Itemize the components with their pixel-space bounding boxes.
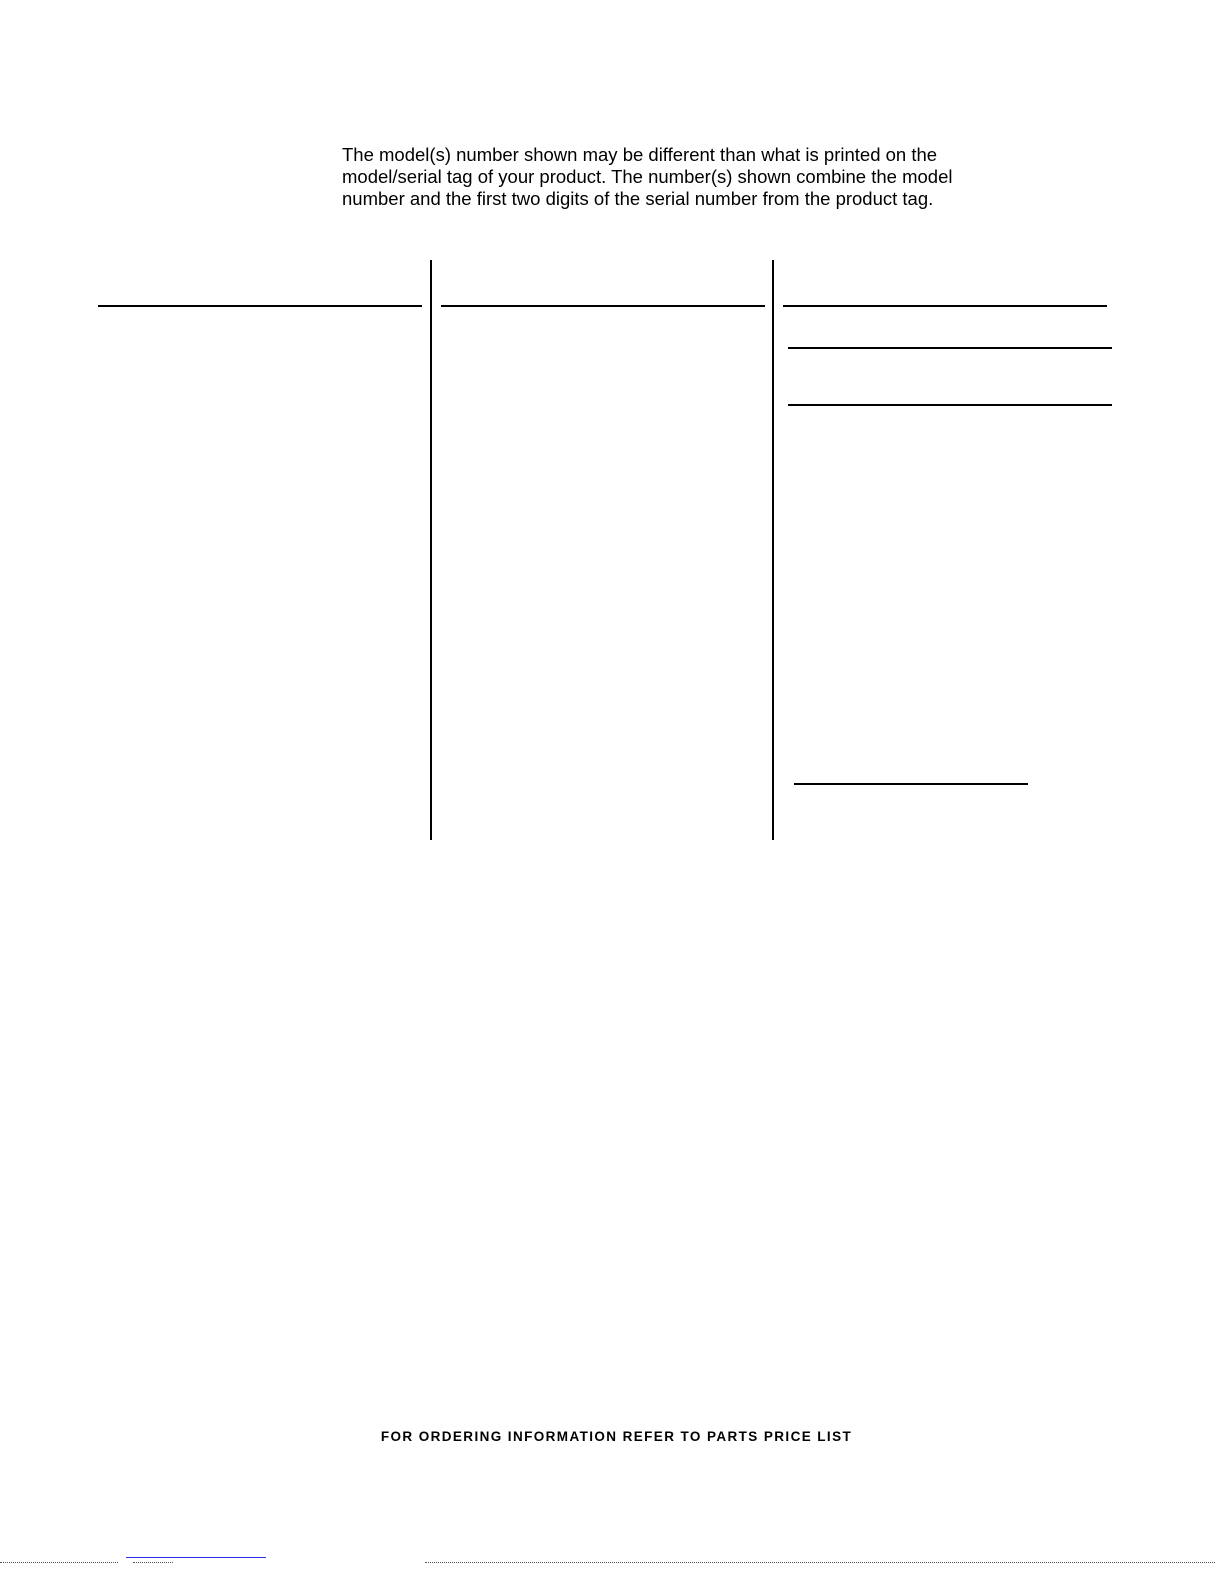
notice-line-2: model/serial tag of your product. The number(s) shown combine the model (342, 166, 953, 187)
column-3-header-rule (783, 305, 1107, 307)
column-3-rule-short (794, 783, 1028, 785)
column-3-rule-2 (788, 347, 1112, 349)
scan-dots-mid (133, 1562, 173, 1563)
notice-line-1: The model(s) number shown may be different than what is printed on the (342, 144, 938, 165)
column-divider-left (430, 260, 432, 840)
column-1-header-rule (98, 305, 422, 307)
scan-dots-left (0, 1562, 118, 1563)
model-number-notice (342, 144, 982, 210)
column-2-header-rule (441, 305, 765, 307)
notice-line-3: number and the first two digits of the serial number from the product tag. (342, 188, 934, 209)
column-divider-right (772, 260, 774, 840)
column-3-rule-3 (788, 404, 1112, 406)
blue-underline (126, 1557, 266, 1558)
scan-dots-right (425, 1562, 1215, 1563)
ordering-information-footer: FOR ORDERING INFORMATION REFER TO PARTS PRICE LIST (380, 1429, 853, 1444)
scan-edge-strip (0, 1557, 1225, 1569)
